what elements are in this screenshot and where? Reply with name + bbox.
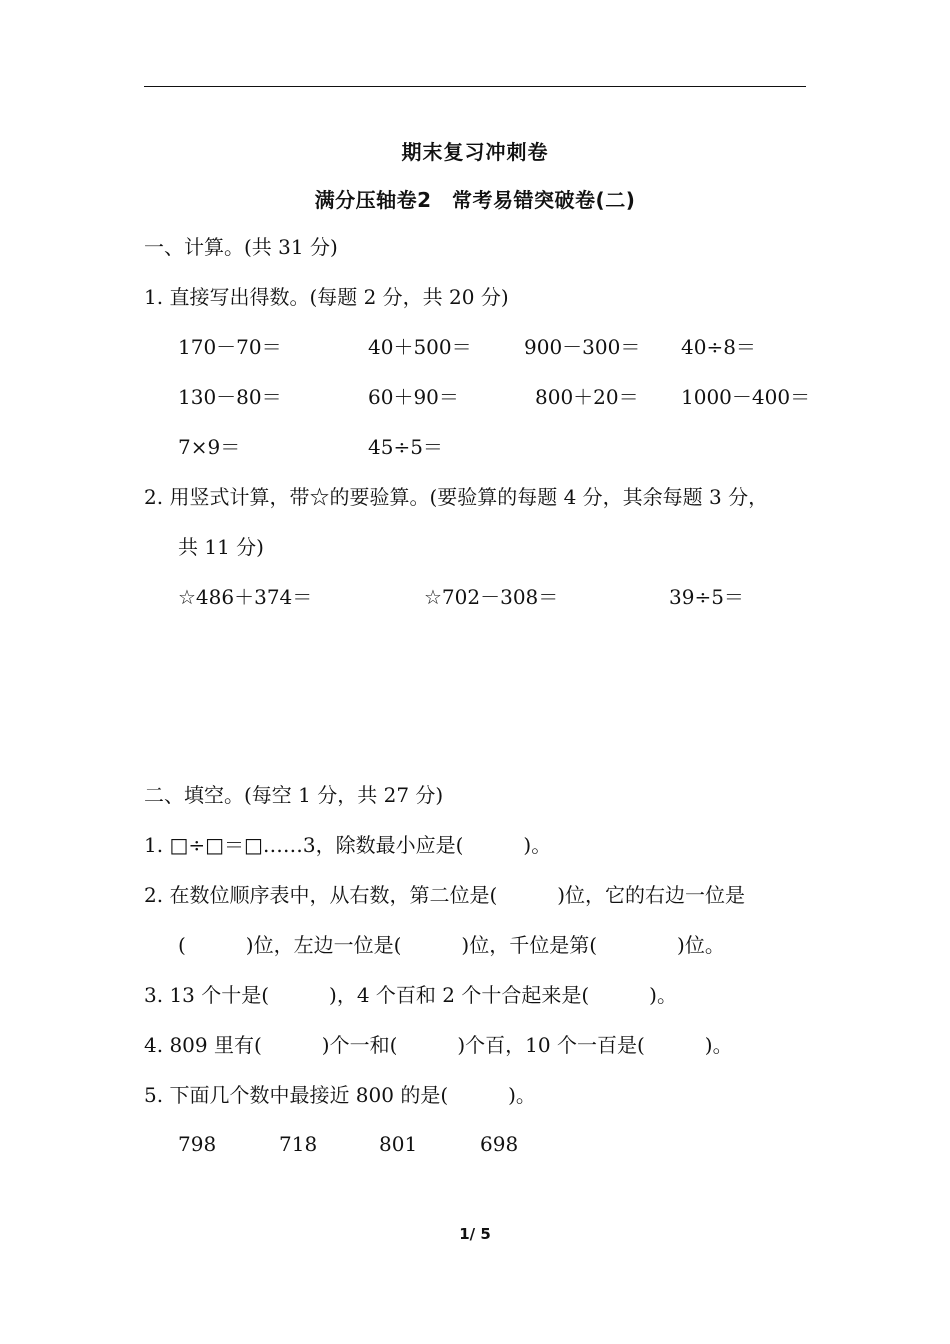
section1-heading: 一、计算。(共 31 分) (144, 235, 338, 259)
section1-q2-label: 2. 用竖式计算，带☆的要验算。(要验算的每题 4 分，其余每题 3 分， (144, 485, 769, 509)
option-number: 801 (379, 1132, 418, 1156)
option-number: 718 (279, 1132, 318, 1156)
section2-heading: 二、填空。(每空 1 分，共 27 分) (144, 783, 444, 807)
calc-item: 60＋90＝ (368, 385, 459, 409)
calc-item: 1000－400＝ (681, 385, 811, 409)
calc-item: 170－70＝ (178, 335, 282, 359)
calc-item: 7×9＝ (178, 435, 241, 459)
option-number: 698 (480, 1132, 519, 1156)
vertical-calc-item: ☆702－308＝ (424, 585, 559, 609)
page-subtitle: 满分压轴卷2 常考易错突破卷(二) (314, 188, 636, 212)
calc-item: 45÷5＝ (368, 435, 443, 459)
vertical-calc-item: 39÷5＝ (669, 585, 744, 609)
page-number: 1/ 5 (459, 1225, 491, 1243)
calc-item: 800＋20＝ (535, 385, 639, 409)
fill-question: 2. 在数位顺序表中，从右数，第二位是( )位，它的右边一位是 (144, 883, 746, 907)
fill-question: 4. 809 里有( )个一和( )个百，10 个一百是( )。 (144, 1033, 733, 1057)
fill-question: 5. 下面几个数中最接近 800 的是( )。 (144, 1083, 536, 1107)
fill-question: 3. 13 个十是( )，4 个百和 2 个十合起来是( )。 (144, 983, 677, 1007)
calc-item: 130－80＝ (178, 385, 282, 409)
fill-question-cont: ( )位，左边一位是( )位，千位是第( )位。 (178, 933, 725, 957)
calc-item: 40÷8＝ (681, 335, 756, 359)
vertical-calc-item: ☆486＋374＝ (178, 585, 313, 609)
header-rule (144, 86, 806, 87)
fill-question: 1. □÷□＝□……3，除数最小应是( )。 (144, 833, 552, 857)
section1-q2-label-cont: 共 11 分) (178, 535, 264, 559)
calc-item: 900－300＝ (524, 335, 641, 359)
section1-q1-label: 1. 直接写出得数。(每题 2 分，共 20 分) (144, 285, 509, 309)
option-number: 798 (178, 1132, 217, 1156)
page-title: 期末复习冲刺卷 (401, 140, 549, 164)
calc-item: 40＋500＝ (368, 335, 472, 359)
